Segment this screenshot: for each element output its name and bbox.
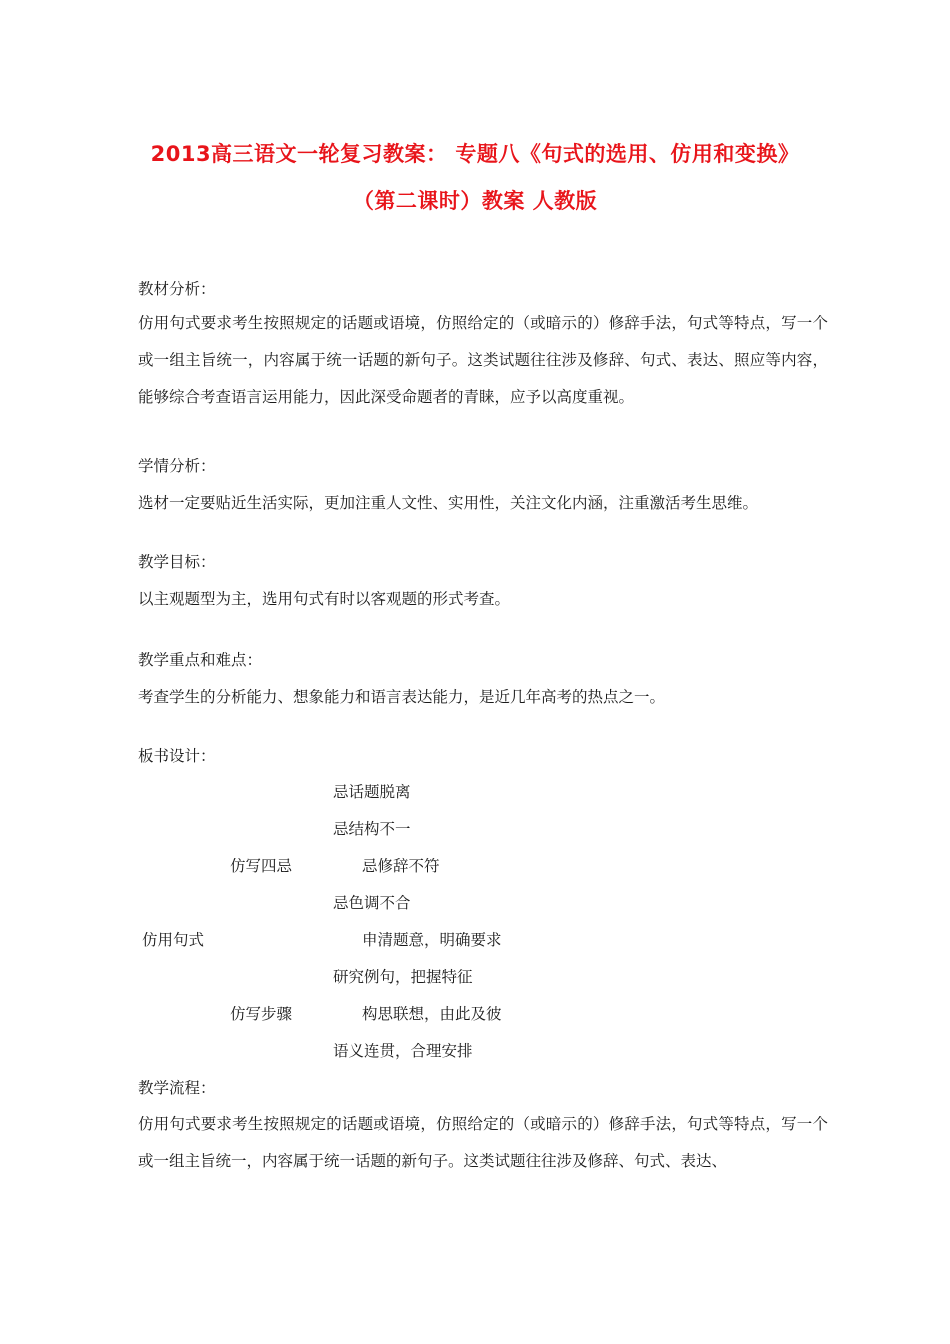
section-heading-goals: 教学目标：	[138, 553, 216, 571]
board-root-label: 仿用句式	[142, 931, 205, 949]
section-text-students: 选材一定要贴近生活实际，更加注重人文性、实用性，关注文化内涵，注重激活考生思维。	[138, 494, 759, 512]
section-text-process: 仿用句式要求考生按照规定的话题或语境，仿照给定的（或暗示的）修辞手法，句式等特点，写一个或一组主旨统一，内容属于统一话题的新句子。这类试题往往涉及修辞、句式、表达、	[138, 1115, 828, 1170]
board-item: 构思联想，由此及彼	[362, 1005, 502, 1023]
section-text-material: 仿用句式要求考生按照规定的话题或语境，仿照给定的（或暗示的）修辞手法，句式等特点，写一个或一组主旨统一，内容属于统一话题的新句子。这类试题往往涉及修辞、句式、表达、照应等内容，能够综合考查语言运用能力，因此深受命题者的青睐，应予以高度重视。	[138, 314, 828, 406]
section-text-goals: 以主观题型为主，选用句式有时以客观题的形式考查。	[138, 590, 511, 608]
document-title-line-2: （第二课时）教案 人教版	[352, 189, 598, 213]
board-branch-label: 仿写四忌	[230, 857, 293, 875]
section-text-key-points: 考查学生的分析能力、想象能力和语言表达能力，是近几年高考的热点之一。	[138, 688, 666, 706]
section-heading-board: 板书设计：	[138, 747, 216, 765]
section-heading-key-points: 教学重点和难点：	[138, 651, 263, 669]
section-heading-process: 教学流程：	[138, 1079, 216, 1097]
board-item: 研究例句，把握特征	[333, 968, 473, 986]
document-title-line-1: 2013高三语文一轮复习教案： 专题八《句式的选用、仿用和变换》	[150, 142, 800, 166]
board-item: 忌话题脱离	[333, 783, 411, 801]
board-item: 忌修辞不符	[362, 857, 440, 875]
section-heading-students: 学情分析：	[138, 457, 216, 475]
board-item: 申清题意，明确要求	[362, 931, 502, 949]
board-item: 语义连贯，合理安排	[333, 1042, 473, 1060]
board-item: 忌色调不合	[333, 894, 411, 912]
board-item: 忌结构不一	[333, 820, 411, 838]
section-heading-material: 教材分析：	[138, 280, 216, 298]
board-branch-label: 仿写步骤	[230, 1005, 293, 1023]
